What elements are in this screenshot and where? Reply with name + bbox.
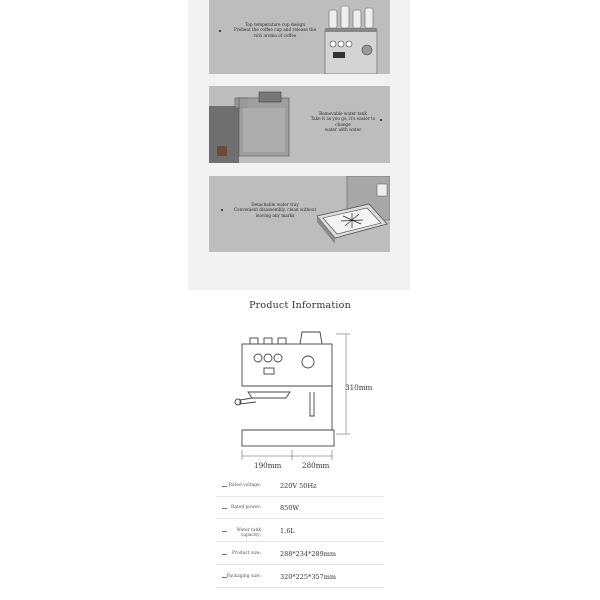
spec-value: 320*225*357mm (280, 573, 337, 581)
bullet-dot (219, 30, 221, 32)
feature-card-cup-warmer (209, 0, 390, 74)
spec-value: 1.6L (280, 527, 295, 535)
spec-row-water-tank-capacity (216, 521, 384, 542)
spec-value: 850W (280, 504, 300, 512)
spec-label: Packaging size: (226, 574, 261, 579)
spec-label: Water tank capacity: (236, 528, 261, 538)
feature-card-drip-tray (209, 176, 390, 252)
spec-row-product-size (216, 544, 384, 565)
dimension-depth: 280mm (302, 461, 330, 470)
spec-label: Rated power: (231, 505, 261, 510)
section-title: Product Information (249, 300, 351, 311)
drip-tray-icon (307, 176, 390, 252)
spec-value: 220V 50Hz (280, 482, 317, 490)
feature-card-water-tank (209, 86, 390, 163)
cup-warmer-icon (319, 0, 390, 74)
spec-label: Rated voltage: (228, 483, 261, 488)
bullet-dot (221, 209, 223, 211)
spec-row-rated-power (216, 498, 384, 519)
machine-diagram (232, 330, 357, 470)
spec-label: Product size: (231, 551, 261, 556)
spec-row-packaging-size (216, 567, 384, 588)
water-tank-icon (209, 86, 299, 163)
dimension-height: 310mm (345, 383, 373, 392)
feature-text: Detachable water tray Convenient disassembly, clean without leaving any marks (233, 202, 317, 218)
feature-text: Top temperature cup design Preheat the coffee cup and release the rich aroma of coffee (233, 22, 317, 38)
dimension-width: 190mm (254, 461, 282, 470)
spec-row-rated-voltage (216, 476, 384, 497)
bullet-dot (380, 119, 382, 121)
spec-value: 288*234*289mm (280, 550, 337, 558)
feature-text: Removable water tank Take it as you go, it's easier to change water with water (310, 111, 376, 133)
